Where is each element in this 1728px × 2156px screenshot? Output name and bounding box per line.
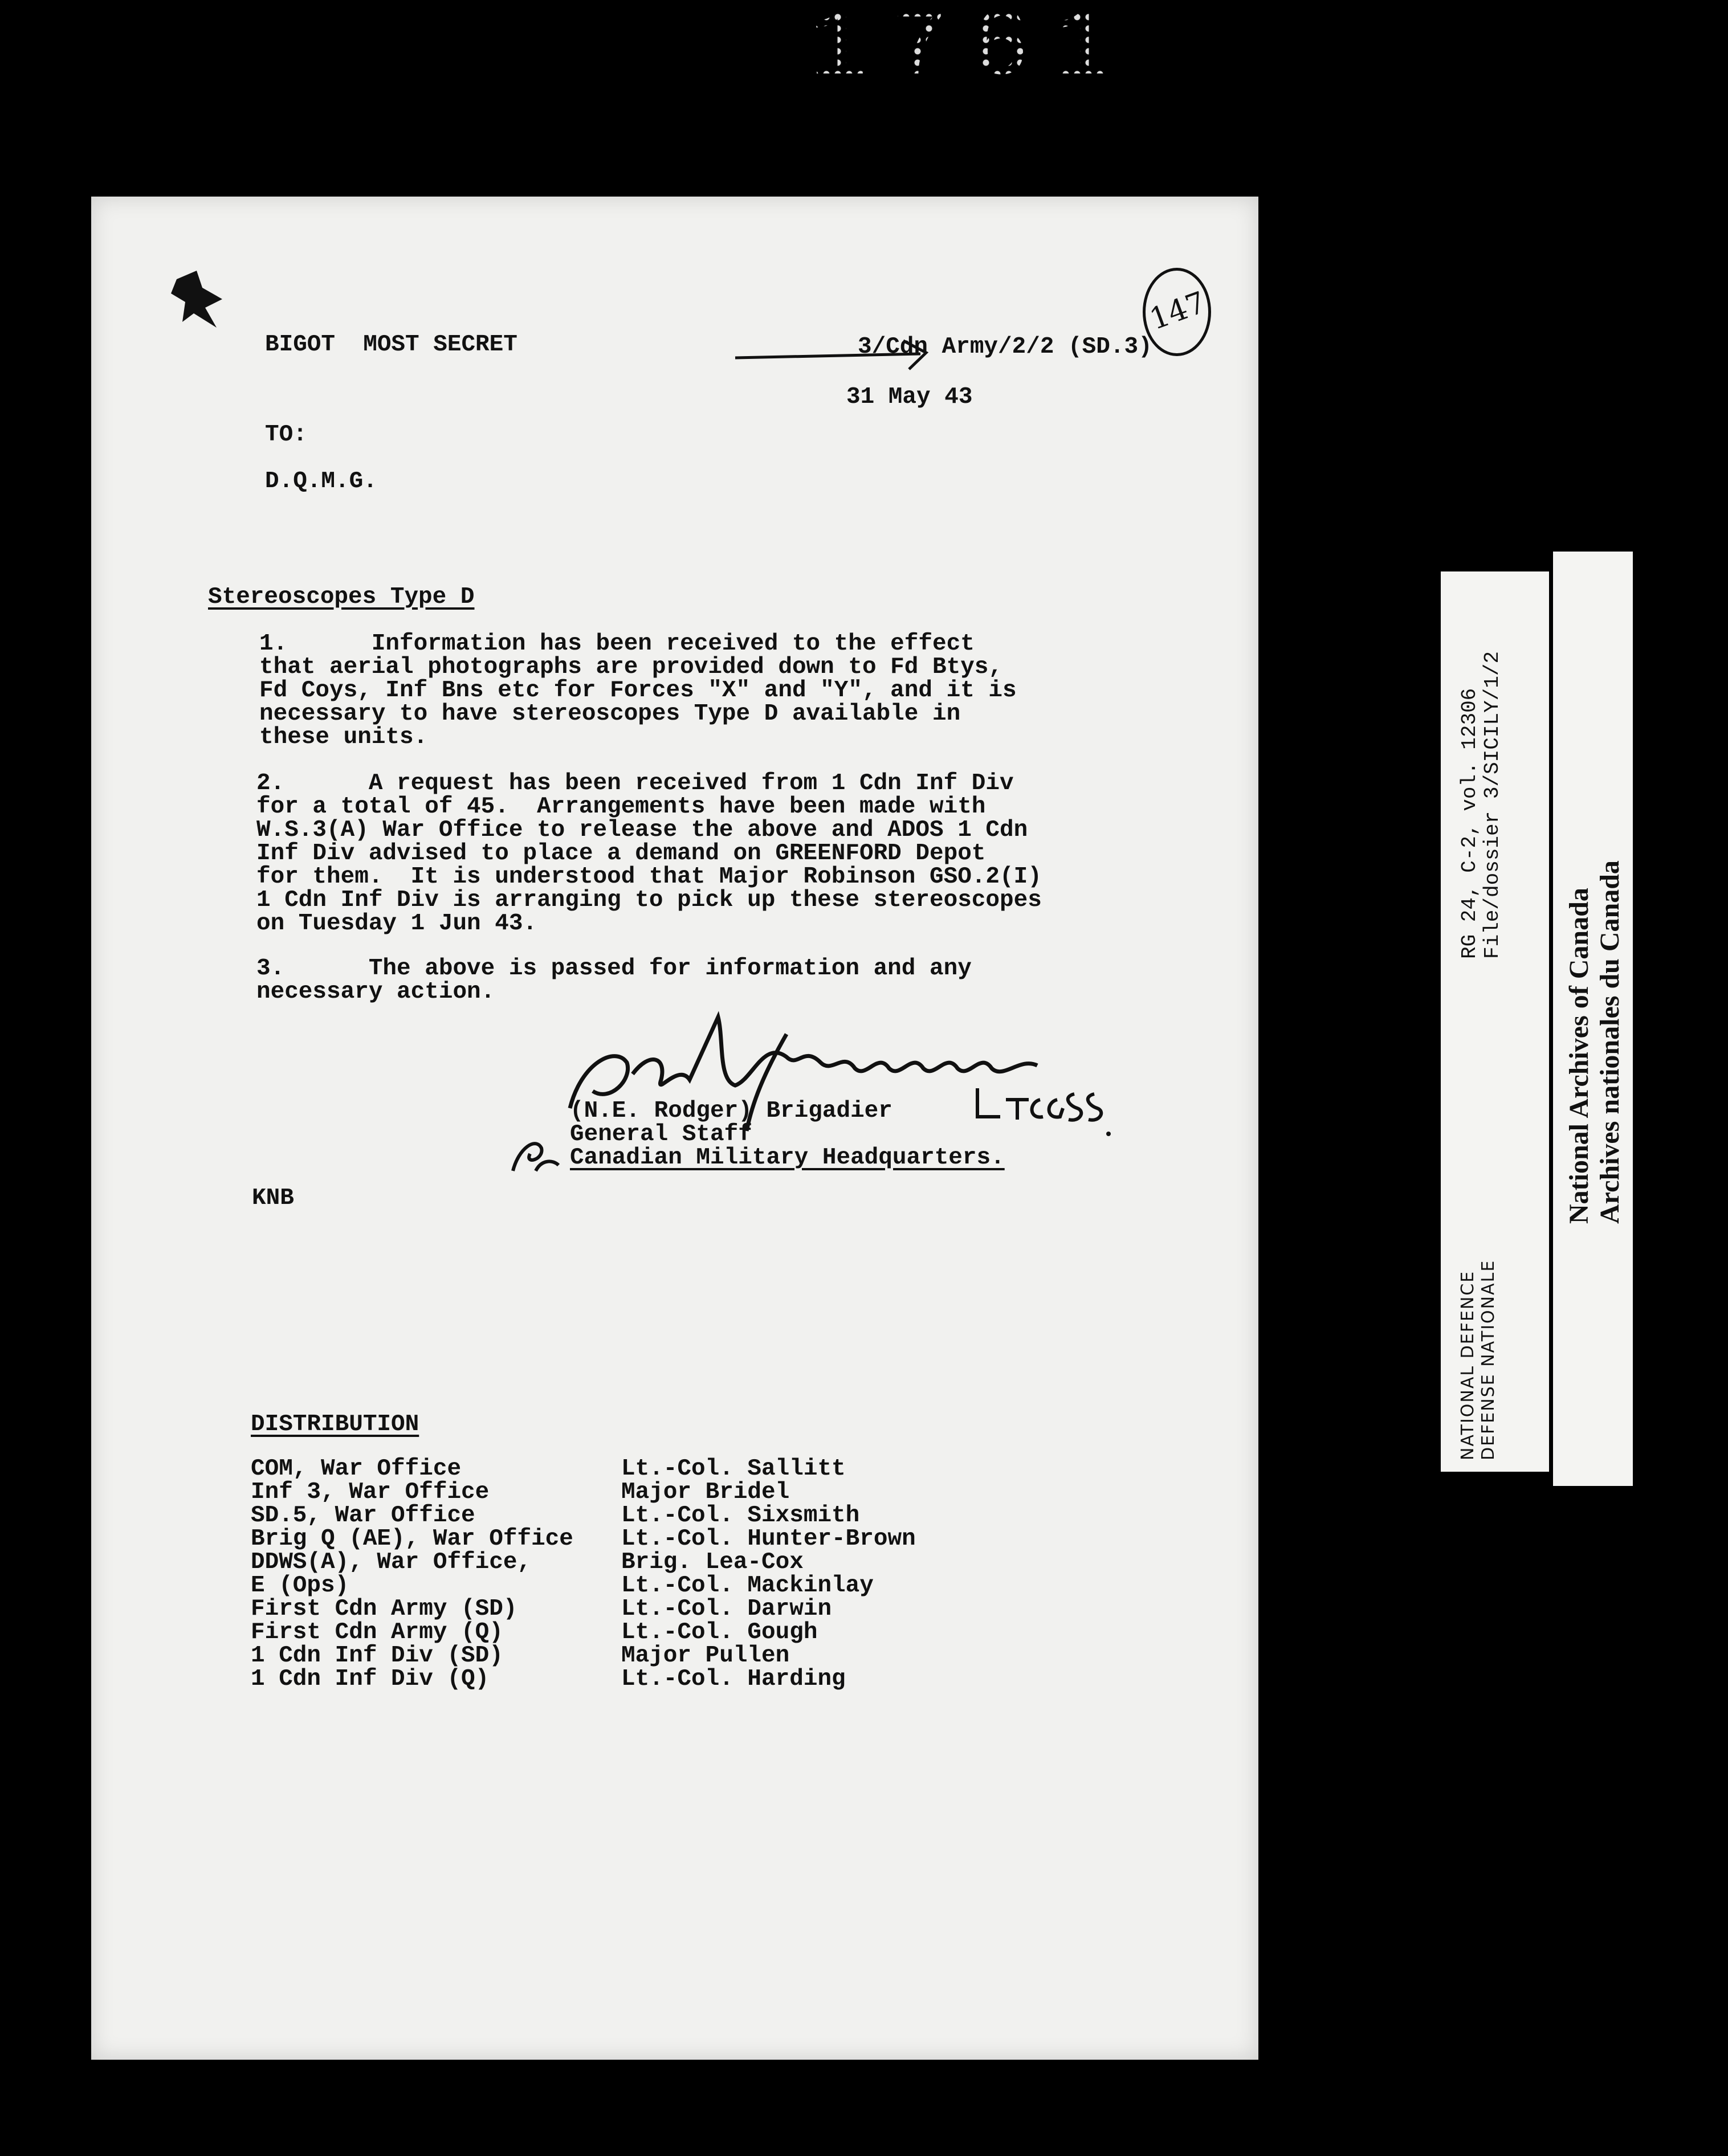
archive-reference-label (1441, 571, 1549, 1472)
distribution-item: SD.5, War Office (251, 1502, 475, 1529)
distribution-item: DDWS(A), War Office, (251, 1549, 532, 1575)
signature-name: (N.E. Rodger) Brigadier (570, 1098, 892, 1124)
distribution-heading: DISTRIBUTION (251, 1411, 419, 1438)
archive-reference-line1: RG 24, C-2, vol. 12306 (1458, 688, 1481, 959)
folio-number: 147 (1145, 285, 1211, 337)
handwritten-initials (972, 1077, 1120, 1145)
recipient: D.Q.M.G. (265, 468, 377, 495)
file-reference: 3/Cdn Army/2/2 (SD.3) (858, 334, 1152, 360)
classification: BIGOT MOST SECRET (265, 332, 517, 358)
handwritten-for-mark (502, 1120, 570, 1188)
distribution-item: Brig. Lea-Cox (621, 1549, 804, 1575)
distribution-item: 1 Cdn Inf Div (Q) (251, 1666, 490, 1692)
typist-initials: KNB (252, 1185, 294, 1211)
subject-heading: Stereoscopes Type D (208, 584, 475, 610)
archives-name-en: National Archives of Canada (1564, 888, 1594, 1224)
distribution-item: Brig Q (AE), War Office (251, 1526, 573, 1552)
department-fr: DEFENSE NATIONALE (1478, 1259, 1498, 1460)
paragraph-1: 1. Information has been received to the effect that aerial photographs are provided down to Fd Btys, Fd Coys, Inf Bns etc for Forces "X" and "Y", and it is necessary to have stereoscopes Type D available in these units. (259, 631, 1017, 750)
distribution-item: Major Pullen (621, 1643, 790, 1669)
distribution-item: Inf 3, War Office (251, 1479, 490, 1505)
distribution-item: Lt.-Col. Harding (621, 1666, 846, 1692)
distribution-item: Lt.-Col. Sallitt (621, 1456, 846, 1482)
signature-headquarters: Canadian Military Headquarters. (570, 1145, 1005, 1171)
archive-reference-line2: File/dossier 3/SICILY/1/2 (1481, 651, 1504, 959)
distribution-list-left (251, 1457, 573, 1691)
stamp-mark (171, 268, 228, 330)
distribution-item: First Cdn Army (Q) (251, 1619, 503, 1645)
distribution-item: Lt.-Col. Hunter-Brown (621, 1526, 916, 1552)
distribution-item: COM, War Office (251, 1456, 462, 1482)
paragraph-2: 2. A request has been received from 1 Cdn Inf Div for a total of 45. Arrangements have been made with W.S.3(A) War Office to release the above and ADOS 1 Cdn Inf Div advised to place a demand on GREENFORD Depot for them. It is understood that Major Robinson GSO.2(I) 1 Cdn Inf Div is arranging to pick up these stereoscopes on Tuesday 1 Jun 43. (256, 770, 1042, 937)
signature-title: General Staff (570, 1121, 752, 1148)
department-en: NATIONAL DEFENCE (1458, 1270, 1478, 1460)
document-page (91, 197, 1258, 2060)
distribution-item: Lt.-Col. Sixsmith (621, 1502, 860, 1529)
distribution-item: Major Bridel (621, 1479, 790, 1505)
distribution-item: Lt.-Col. Darwin (621, 1596, 832, 1622)
paragraph-3: 3. The above is passed for information and any necessary action. (256, 956, 972, 1005)
distribution-list-right (621, 1457, 916, 1691)
archives-name-fr: Archives nationales du Canada (1595, 860, 1625, 1224)
distribution-item: First Cdn Army (SD) (251, 1596, 517, 1622)
distribution-item: Lt.-Col. Gough (621, 1619, 818, 1645)
distribution-item: Lt.-Col. Mackinlay (621, 1573, 874, 1599)
distribution-item: E (Ops) (251, 1573, 349, 1599)
archives-name-label (1553, 552, 1633, 1486)
to-label: TO: (265, 422, 307, 448)
distribution-item: 1 Cdn Inf Div (SD) (251, 1643, 503, 1669)
reel-number: 1761 (809, 0, 1134, 103)
letter-date: 31 May 43 (846, 384, 973, 410)
